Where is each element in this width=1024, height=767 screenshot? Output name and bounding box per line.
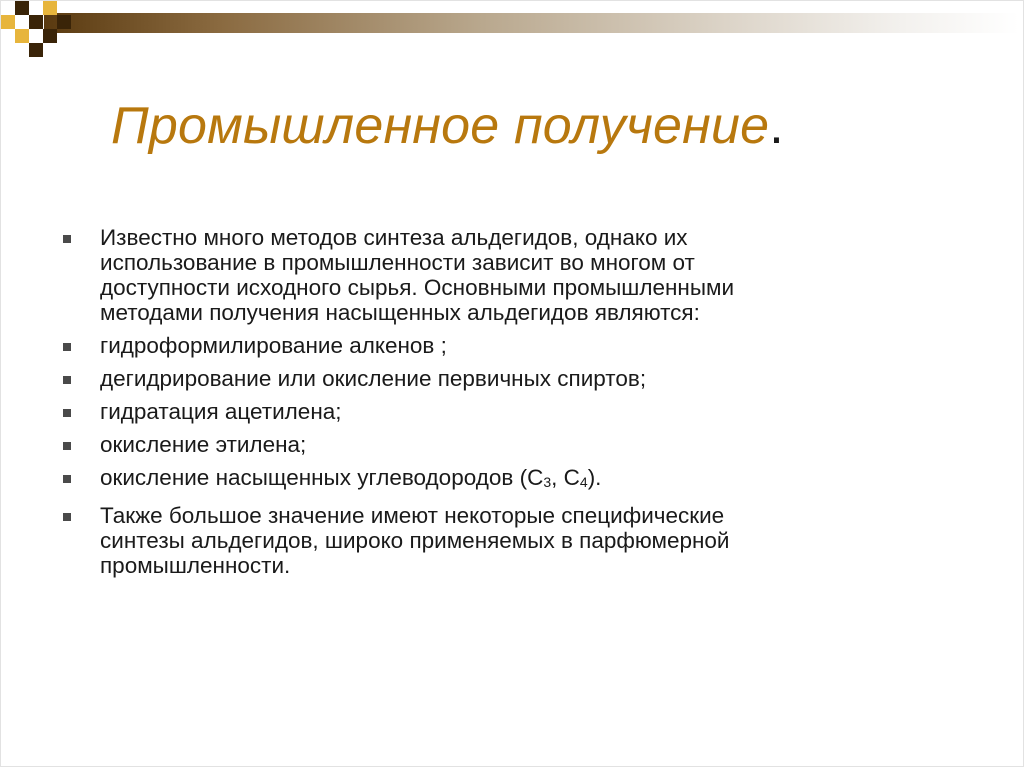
bullet-text-line: дегидрирование или окисление первичных спиртов; [100,366,647,391]
list-item [63,399,983,424]
formula-text: , С [551,465,580,490]
list-item [63,333,983,358]
bullet-text-line: гидратация ацетилена; [100,399,342,424]
ornament-square [57,15,71,29]
ornament-square [15,29,29,43]
ornament-square [1,15,15,29]
bullet-text-line: синтезы альдегидов, широко применяемых в парфюмерной [100,528,730,553]
bullet-list [63,225,983,586]
ornament-square [43,29,57,43]
formula-text: ). [587,465,602,490]
bullet-square-icon [63,235,71,243]
bullet-text-line: Также большое значение имеют некоторые специфические [100,503,725,528]
list-item [63,465,983,495]
list-item [63,503,983,578]
bullet-text-line: Известно много методов синтеза альдегидов, однако их [100,225,688,250]
list-item [63,432,983,457]
bullet-text-line: окисление этилена; [100,432,307,457]
title-period: . [769,97,784,155]
bullet-square-icon [63,442,71,450]
ornament-square [29,43,43,57]
list-item [63,225,983,325]
slide-title [111,96,784,156]
bullet-text-line: гидроформилирование алкенов ; [100,333,447,358]
bullet-square-icon [63,343,71,351]
list-item [63,366,983,391]
subscript-3: 3 [543,474,552,490]
decorative-gradient-bar [44,13,1019,33]
ornament-square [15,1,29,15]
ornament-square [29,15,43,29]
bullet-square-icon [63,513,71,521]
ornament-square [43,1,57,15]
bullet-text-line: методами получения насыщенных альдегидов являются: [100,300,700,325]
bullet-square-icon [63,475,71,483]
bullet-square-icon [63,376,71,384]
subscript-4: 4 [579,474,588,490]
bullet-text-line: использование в промышленности зависит во многом от [100,250,695,275]
bullet-text-line: промышленности. [100,553,291,578]
title-text: Промышленное получение [111,97,770,155]
bullet-square-icon [63,409,71,417]
checker-ornament [1,1,81,61]
bullet-text-line: доступности исходного сырья. Основными промышленными [100,275,735,300]
formula-text: окисление насыщенных углеводородов (С [100,465,544,490]
bullet-text-line [100,465,983,495]
